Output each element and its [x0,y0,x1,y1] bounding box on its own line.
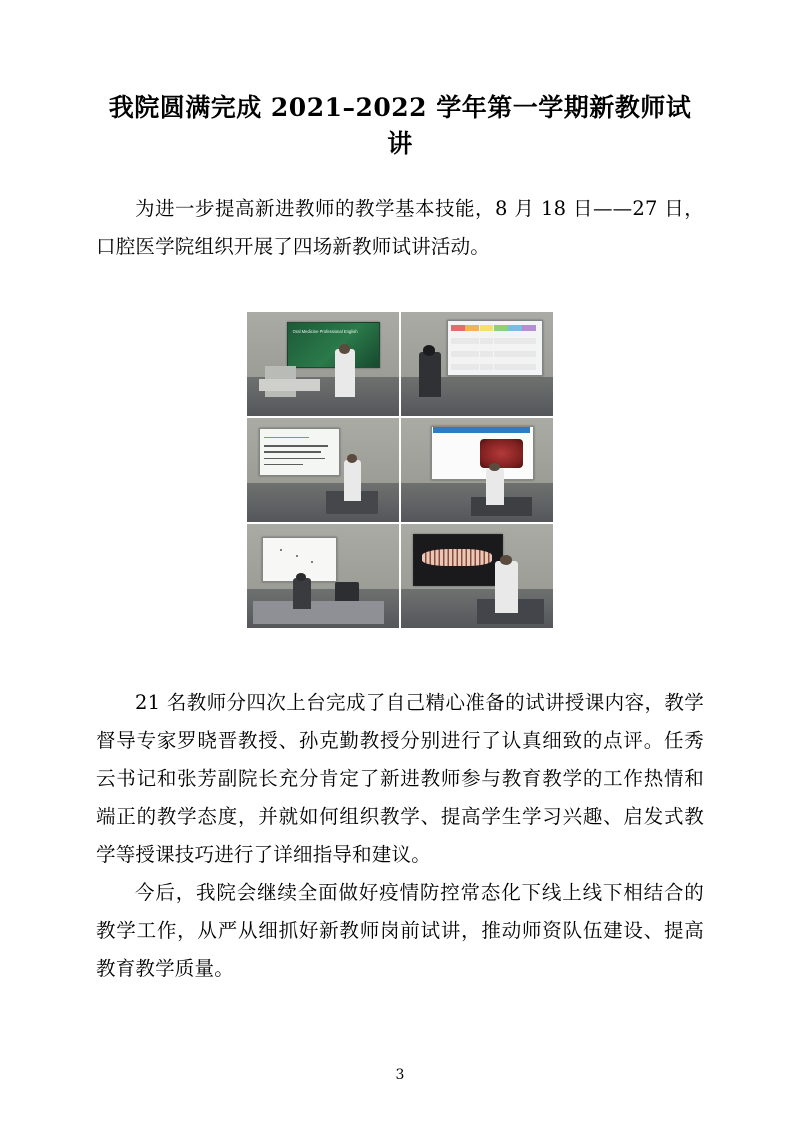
slide-line [264,445,328,447]
gallery-photo-6 [401,524,553,628]
person-figure [495,561,518,613]
gallery-photo-3 [247,418,399,522]
person-figure [293,578,311,609]
clinical-photo-graphic [480,439,523,468]
person-figure [335,349,355,397]
gallery-photo-5 [247,524,399,628]
slide-line [264,458,325,460]
slide-line [264,464,304,466]
page-title: 我院圆满完成 2021–2022 学年第一学期新教师试讲 [108,93,692,158]
photo-gallery [247,312,553,628]
slide-text: Oral Medicine Professional English [292,328,358,334]
person-head [489,463,500,471]
person-figure [344,460,361,502]
person-figure [419,352,440,398]
person-head [500,555,512,564]
gallery-photo-2 [401,312,553,416]
slide-table-graphic [451,325,536,371]
gallery-photo-4 [401,418,553,522]
gallery-photo-1 [247,312,399,416]
paragraph-body-2: 今后，我院会继续全面做好疫情防控常态化下线上线下相结合的教学工作，从严从细抓好新教师岗前试讲，推动师资队伍建设、提高教育教学质量。 [96,881,704,981]
person-head [423,345,435,355]
page-number: 3 [395,1067,405,1083]
paragraph-body-1: 21 名教师分四次上台完成了自己精心准备的试讲授课内容，教学督导专家罗晓晋教授、孙克勤教授分别进行了认真细致的点评。任秀云书记和张芳副院长充分肯定了新进教师参与教育教学的工作热情和端正的教学态度，并就如何组织教学、提高学生学习兴趣、启发式教学等授课技巧进行了详细指导和建议。 [96,691,704,867]
desk [259,379,320,391]
desk [253,601,384,624]
person-head [347,454,357,462]
teeth-photo-graphic [422,549,492,566]
person-figure [486,468,504,505]
slide-line [264,437,310,439]
slide-header-bar [433,427,530,432]
person-head [339,344,350,353]
paragraph-intro: 为进一步提高新进教师的教学基本技能，8 月 18 日——27 日，口腔医学院组织开展了四场新教师试讲活动。 [96,197,704,259]
slide-line [264,451,322,453]
